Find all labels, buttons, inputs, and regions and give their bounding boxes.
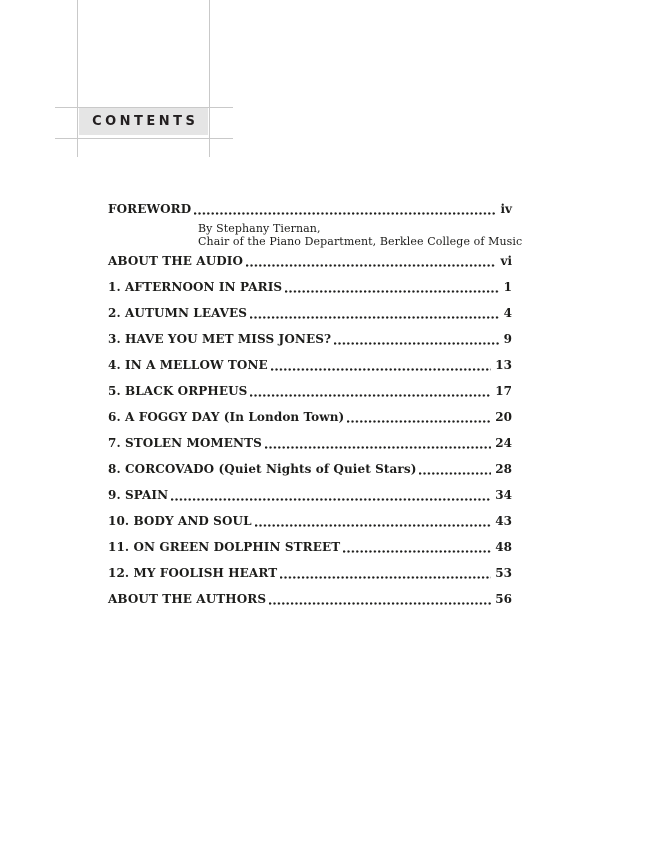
toc-entry-page: 24 — [495, 436, 512, 450]
dot-leader — [250, 378, 491, 404]
toc-entry-page: 20 — [495, 410, 512, 424]
toc-entry[interactable] — [108, 352, 512, 378]
dot-leader — [255, 508, 492, 534]
decorative-vertical-line-left — [77, 0, 78, 157]
toc-entry-page: 1 — [503, 280, 512, 294]
toc-entry-label: 11. ON GREEN DOLPHIN STREET — [108, 540, 341, 554]
dot-leader — [265, 430, 491, 456]
page-title: CONTENTS — [92, 114, 199, 129]
table-of-contents — [108, 196, 523, 612]
toc-entry-page: 48 — [495, 540, 512, 554]
toc-entry[interactable] — [108, 196, 512, 222]
toc-entry-label: 1. AFTERNOON IN PARIS — [108, 280, 283, 294]
toc-entry-page: 56 — [495, 592, 512, 606]
toc-entry[interactable] — [108, 456, 512, 482]
toc-entry-page: 9 — [503, 332, 512, 346]
toc-entry[interactable] — [108, 560, 512, 586]
toc-entry-page: 17 — [495, 384, 512, 398]
dot-leader — [171, 482, 491, 508]
contents-header-box — [79, 108, 208, 135]
decorative-horizontal-line-bottom — [55, 138, 233, 139]
toc-entry-label: 3. HAVE YOU MET MISS JONES? — [108, 332, 332, 346]
toc-entry-subtitle — [108, 222, 523, 248]
toc-entry[interactable] — [108, 482, 512, 508]
dot-leader — [343, 534, 491, 560]
toc-entry-page: vi — [500, 254, 512, 268]
toc-entry-label: 9. SPAIN — [108, 488, 169, 502]
toc-entry[interactable] — [108, 586, 512, 612]
toc-entry-label: 12. MY FOOLISH HEART — [108, 566, 278, 580]
dot-leader — [419, 456, 491, 482]
toc-entry-page: 53 — [495, 566, 512, 580]
dot-leader — [194, 196, 496, 222]
toc-entry[interactable] — [108, 534, 512, 560]
toc-entry-page: 4 — [503, 306, 512, 320]
dot-leader — [347, 404, 491, 430]
toc-entry-label: 8. CORCOVADO (Quiet Nights of Quiet Stars) — [108, 462, 417, 476]
toc-entry[interactable] — [108, 430, 512, 456]
toc-entry-label: 2. AUTUMN LEAVES — [108, 306, 248, 320]
toc-entry[interactable] — [108, 326, 512, 352]
dot-leader — [271, 352, 492, 378]
dot-leader — [285, 274, 499, 300]
toc-entry-page: 13 — [495, 358, 512, 372]
dot-leader — [280, 560, 491, 586]
toc-entry-label: 4. IN A MELLOW TONE — [108, 358, 268, 372]
dot-leader — [246, 248, 496, 274]
toc-entry-label: FOREWORD — [108, 202, 192, 216]
toc-entry-label: 10. BODY AND SOUL — [108, 514, 252, 528]
dot-leader — [250, 300, 500, 326]
toc-entry-label: 7. STOLEN MOMENTS — [108, 436, 262, 450]
toc-entry-label: 5. BLACK ORPHEUS — [108, 384, 248, 398]
toc-entry-page: 34 — [495, 488, 512, 502]
toc-entry[interactable] — [108, 300, 512, 326]
toc-entry-subtitle-line: Chair of the Piano Department, Berklee College of Music — [198, 235, 523, 248]
toc-entry-label: ABOUT THE AUDIO — [108, 254, 244, 268]
toc-entry[interactable] — [108, 508, 512, 534]
decorative-vertical-line-right — [209, 0, 210, 157]
toc-entry[interactable] — [108, 378, 512, 404]
dot-leader — [269, 586, 491, 612]
toc-entry-label: ABOUT THE AUTHORS — [108, 592, 267, 606]
toc-entry-label: 6. A FOGGY DAY (In London Town) — [108, 410, 345, 424]
toc-entry-page: 28 — [495, 462, 512, 476]
toc-entry-page: 43 — [495, 514, 512, 528]
dot-leader — [334, 326, 500, 352]
toc-entry[interactable] — [108, 274, 512, 300]
toc-entry-subtitle-line: By Stephany Tiernan, — [198, 222, 321, 235]
toc-entry[interactable] — [108, 404, 512, 430]
toc-entry[interactable] — [108, 248, 512, 274]
toc-entry-page: iv — [500, 202, 512, 216]
